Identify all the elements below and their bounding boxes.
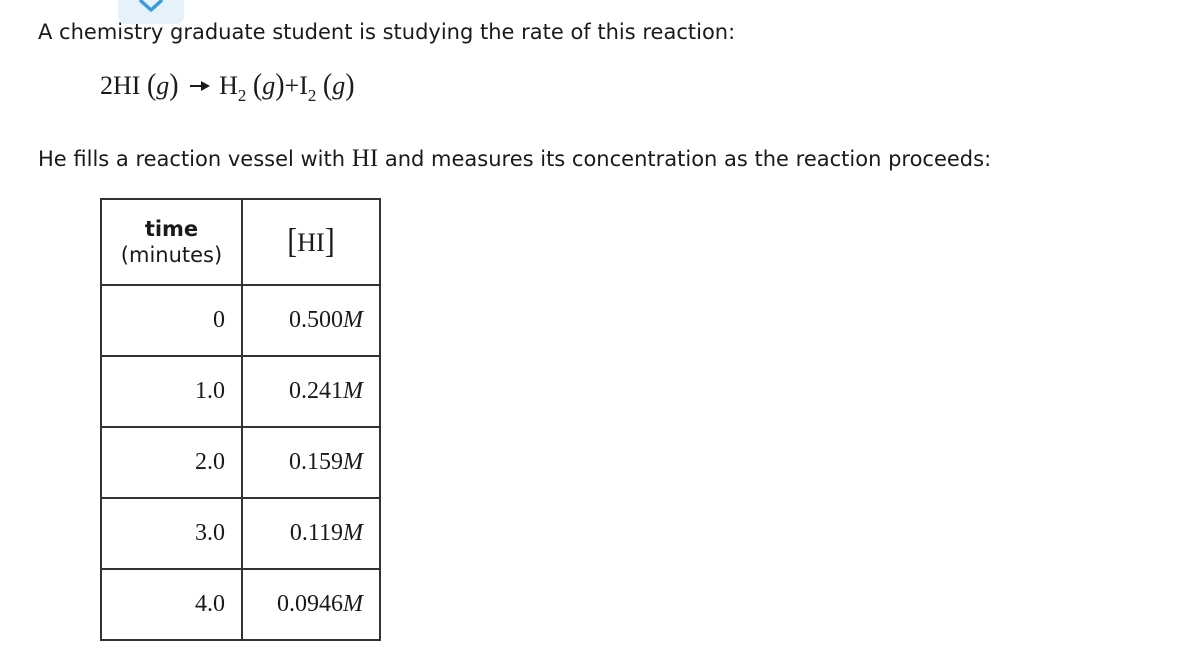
- reaction-arrow-icon: [189, 79, 211, 93]
- plus-sign: +: [284, 71, 300, 100]
- description-text: He fills a reaction vessel with HI and measures its concentration as the reaction proceeds:: [38, 145, 992, 172]
- concentration-cell: 0.0946M: [242, 569, 380, 640]
- intro-text: A chemistry graduate student is studying the rate of this reaction:: [38, 20, 736, 44]
- product1-subscript: 2: [237, 86, 247, 105]
- header-time: time (minutes): [101, 199, 242, 285]
- product2-subscript: 2: [307, 86, 317, 105]
- time-cell: 2.0: [101, 427, 242, 498]
- product1-phase: g: [262, 71, 276, 100]
- reaction-equation: 2HI (g) $H_2$ $(g)+I_2$ (g): [100, 68, 355, 105]
- time-cell: 0: [101, 285, 242, 356]
- table-row: [101, 569, 380, 640]
- reactant-coefficient: 2: [100, 71, 113, 100]
- product1-formula: H: [219, 71, 238, 100]
- time-cell: 4.0: [101, 569, 242, 640]
- product2-phase: g: [332, 71, 346, 100]
- table-row: [101, 427, 380, 498]
- reactant-formula: HI: [113, 71, 141, 100]
- table-row: [101, 356, 380, 427]
- time-cell: 1.0: [101, 356, 242, 427]
- concentration-cell: 0.500M: [242, 285, 380, 356]
- product2-formula: I: [299, 71, 308, 100]
- concentration-cell: 0.159M: [242, 427, 380, 498]
- concentration-cell: 0.241M: [242, 356, 380, 427]
- table-header-row: [101, 199, 380, 285]
- concentration-cell: 0.119M: [242, 498, 380, 569]
- table-row: [101, 498, 380, 569]
- reactant-phase: g: [156, 71, 170, 100]
- header-concentration: [HI]: [242, 199, 380, 285]
- time-cell: 3.0: [101, 498, 242, 569]
- species-formula: HI: [351, 145, 379, 172]
- table-row: [101, 285, 380, 356]
- concentration-table: [100, 198, 381, 641]
- chevron-down-icon: [139, 0, 163, 12]
